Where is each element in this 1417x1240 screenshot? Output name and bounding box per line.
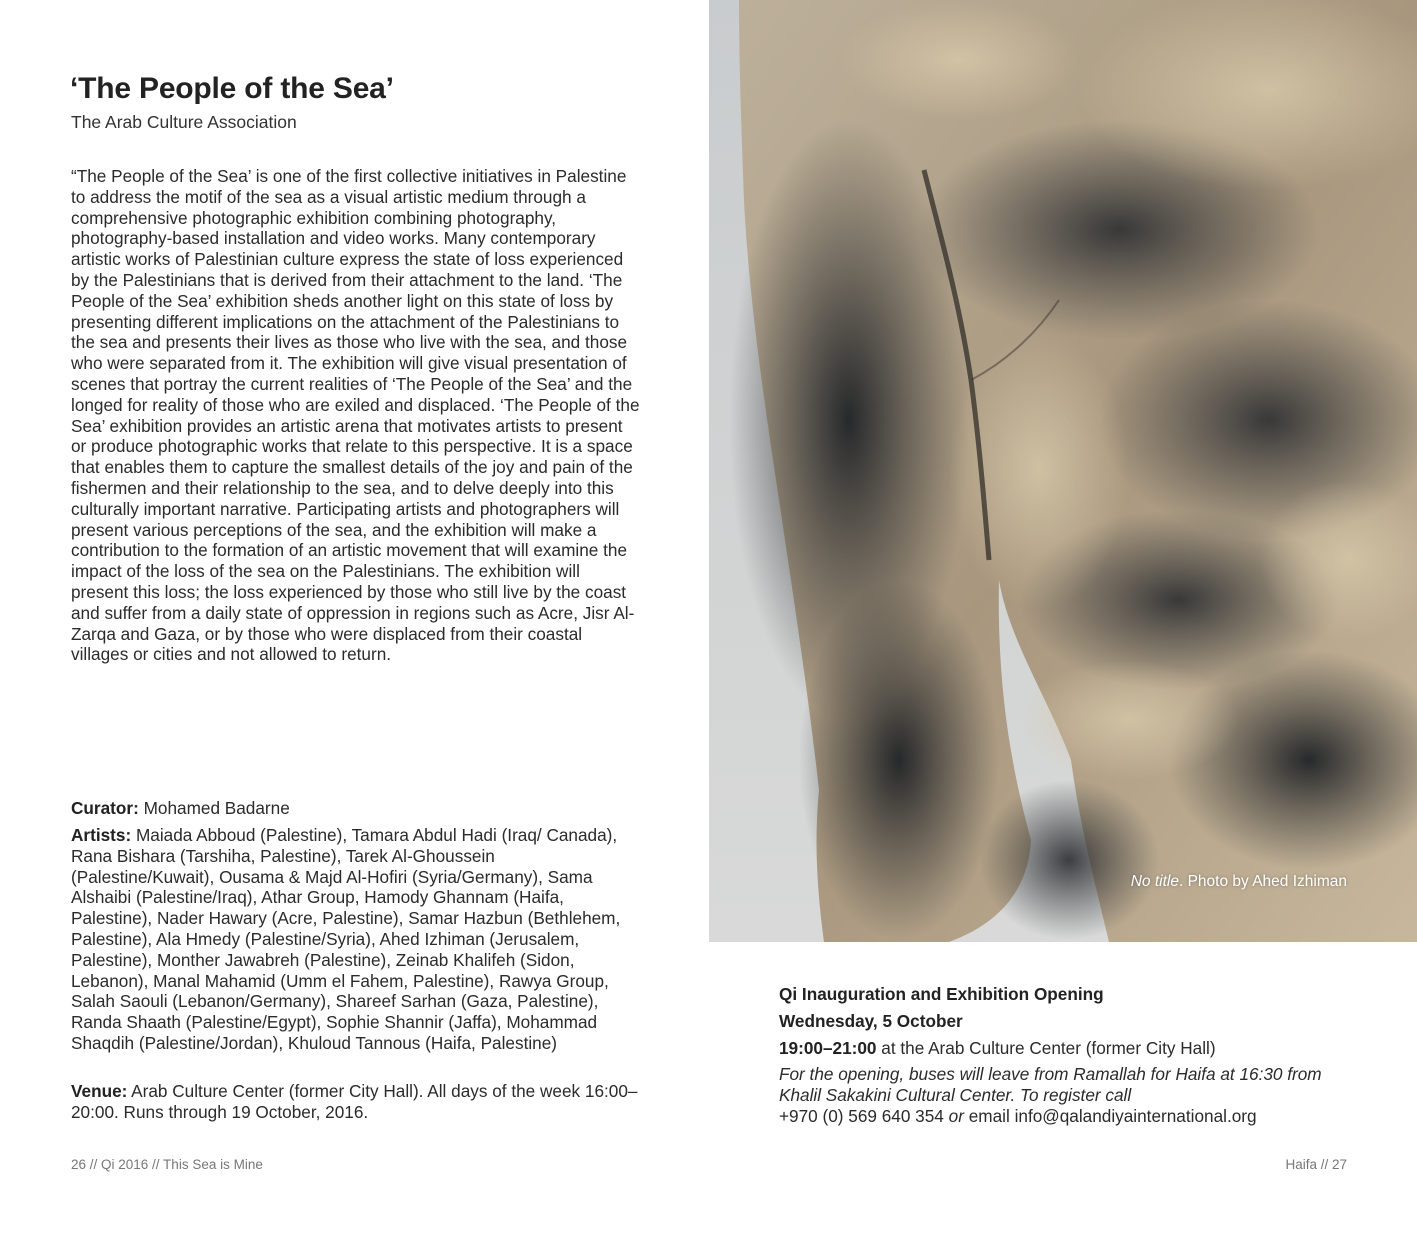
event-email: info@qalandiyainternational.org [1014,1106,1257,1126]
event-phone: +970 (0) 569 640 354 [779,1106,944,1126]
artists-line [71,825,641,1054]
photo-caption [1131,873,1347,891]
artists-value: Maiada Abboud (Palestine), Tamara Abdul Hadi (Iraq/ Canada), Rana Bishara (Tarshiha, Palestine), Tarek Al-Ghoussein (Palestine/Kuwait), Ousama & Majd Al-Hofiri (Syria/Germany), Sama Alshaibi (Palestine/Iraq), Athar Group, Hamody Ghannam (Haifa, Palestine), Nader Hawary (Acre, Palestine), Samar Hazbun (Bethlehem, Palestine), Ala Hmedy (Palestine/Syria), Ahed Izhiman (Jerusalem, Palestine), Monther Jawabreh (Palestine), Zeinab Khalifeh (Sidon, Lebanon), Manal Mahamid (Umm el Fahem, Palestine), Rawya Group, Salah Saouli (Lebanon/Germany), Shareef Sarhan (Gaza, Palestine), Randa Shaath (Palestine/Egypt), Sophie Shannir (Jaffa), Mohammad Shaqdih (Palestine/Jordan), Khuloud Tannous (Haifa, Palestine) [71,825,621,1053]
artists-label: Artists: [71,825,132,845]
event-or: or [943,1106,969,1126]
event-time: 19:00–21:00 [779,1038,877,1058]
event-note-text: For the opening, buses will leave from Ramallah for Haifa at 16:30 from Khalil Sakakini Cultural Center. To register call [779,1064,1322,1105]
exhibition-photo [709,0,1417,942]
event-email-prefix: email [968,1106,1015,1126]
event-note [779,1064,1359,1127]
event-title: Qi Inauguration and Exhibition Opening [779,984,1104,1004]
event-time-line [779,1038,1216,1059]
curator-label: Curator: [71,798,139,818]
footer-right: Haifa // 27 [1285,1157,1347,1172]
venue-line [71,1081,641,1123]
event-date: Wednesday, 5 October [779,1011,963,1031]
article-title: ‘The People of the Sea’ [70,72,394,105]
venue-label: Venue: [71,1081,128,1101]
curator-line [71,798,641,819]
article-subtitle: The Arab Culture Association [71,112,297,132]
article-body: “The People of the Sea’ is one of the first collective initiatives in Palestine to address the motif of the sea as a visual artistic medium through a comprehensive photographic exhibition combining photography, photography-based installation and video works. Many contemporary artistic works of Palestinian culture express the state of loss experienced by the Palestinians that is derived from their attachment to the land. ‘The People of the Sea’ exhibition sheds another light on this state of loss by presenting different implications on the attachment of the Palestinians to the sea and presents their lives as those who live with the sea, and those who were separated from it. The exhibition will give visual presentation of scenes that portray the current realities of ‘The People of the Sea’ and the longed for reality of those who are exiled and displaced. ‘The People of the Sea’ exhibition provides an artistic arena that motivates artists to present or produce photographic works that relate to this perspective. It is a space that enables them to capture the smallest details of the joy and pain of the fishermen and their relationship to the sea, and to delve deeply into this culturally important narrative. Participating artists and photographers will present various perceptions of the sea, and the exhibition will make a contribution to the formation of an artistic movement that will examine the impact of the loss of the sea on the Palestinians. The exhibition will present this loss; the loss experienced by those who still live by the coast and suffer from a daily state of oppression in regions such as Acre, Jisr Al-Zarqa and Gaza, or by those who were displaced from their coastal villages or cities and not allowed to return. [71,166,640,665]
caption-credit: . Photo by Ahed Izhiman [1178,873,1347,890]
curator-value: Mohamed Badarne [138,798,290,818]
footer-left: 26 // Qi 2016 // This Sea is Mine [71,1157,263,1172]
venue-value: Arab Culture Center (former City Hall). All days of the week 16:00–20:00. Runs through 19 October, 2016. [71,1081,638,1122]
caption-title: No title [1130,873,1179,890]
event-location: at the Arab Culture Center (former City Hall) [876,1038,1216,1058]
